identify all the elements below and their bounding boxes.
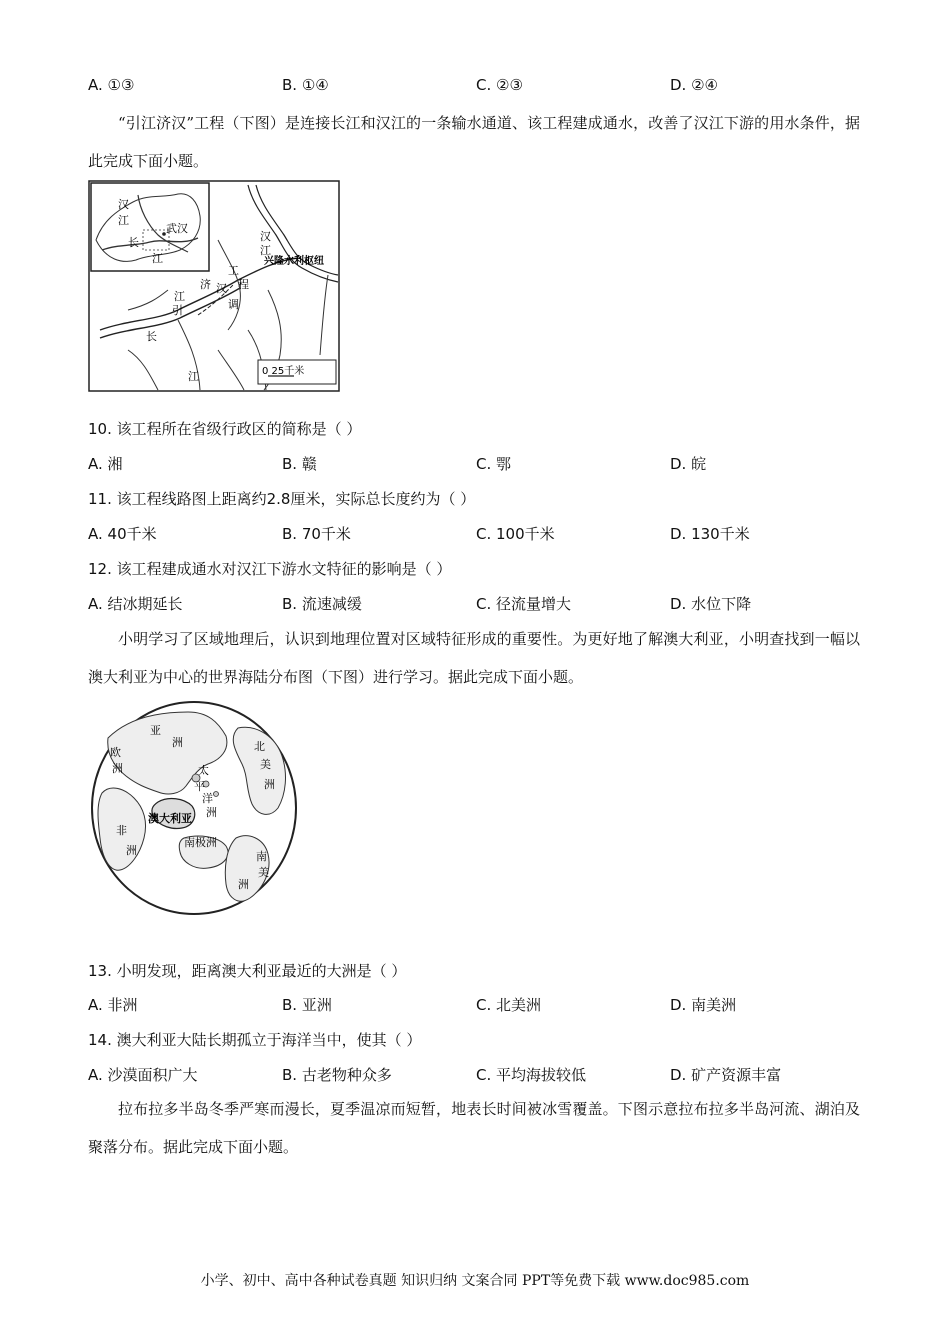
option-d[interactable]: D. 南美洲 — [670, 996, 737, 1014]
option-d[interactable]: D. 水位下降 — [670, 595, 752, 613]
map-label: 江 — [188, 370, 199, 383]
option-b[interactable]: B. ①④ — [282, 76, 329, 94]
inset-label: 江 — [152, 252, 163, 265]
option-a[interactable]: A. 结冰期延长 — [88, 595, 183, 613]
continent-label: 洲 — [238, 878, 249, 891]
map-label: 引 — [172, 304, 183, 317]
map-label: 汉 — [260, 230, 271, 243]
inset-label: 江 — [118, 214, 129, 227]
question-14: 14. 澳大利亚大陆长期孤立于海洋当中，使其（ ） — [88, 1031, 422, 1049]
intro-paragraph-3: 拉布拉多半岛冬季严寒而漫长，夏季温凉而短暂，地表长时间被冰雪覆盖。下图示意拉布拉多半岛河流、湖泊及聚落分布。据此完成下面小题。 — [88, 1100, 860, 1156]
inset-label: 汉 — [118, 198, 129, 211]
map-label: 程 — [238, 278, 249, 291]
option-c[interactable]: C. 径流量增大 — [476, 595, 572, 613]
ocean-label: 洲 — [206, 806, 217, 819]
xinglong-hub-label: 兴隆水利枢纽 — [264, 256, 324, 267]
option-a[interactable]: A. 沙漠面积广大 — [88, 1066, 198, 1084]
scale-bar-label: 0 25千米 — [262, 366, 305, 377]
continent-label: 洲 — [112, 762, 123, 775]
map-label: 长 — [146, 330, 157, 343]
continent-label: 美 — [260, 758, 271, 771]
option-a[interactable]: A. 湘 — [88, 455, 123, 473]
option-d[interactable]: D. 皖 — [670, 455, 707, 473]
option-b[interactable]: B. 70千米 — [282, 525, 351, 543]
map-label: 济 — [200, 278, 211, 291]
map-label: 江 — [174, 290, 185, 303]
continent-label: 非 — [116, 824, 127, 837]
ocean-label: 洋 — [202, 792, 213, 805]
page-footer: 小学、初中、高中各种试卷真题 知识归纳 文案合同 PPT等免费下载 www.doc985.com — [200, 1273, 750, 1289]
continent-label: 亚 — [150, 724, 161, 737]
continent-label: 北 — [254, 740, 265, 753]
intro-paragraph-1: “引江济汉”工程（下图）是连接长江和汉江的一条输水通道、该工程建成通水，改善了汉江下游的用水条件，据此完成下面小题。 — [88, 114, 860, 170]
australia-label: 澳大利亚 — [148, 812, 192, 825]
map-label: 调 — [228, 298, 239, 311]
map-label: 汉 — [216, 282, 227, 295]
continent-label: 南 — [256, 850, 267, 863]
world-land-sea-map — [88, 698, 300, 918]
q10-options — [88, 453, 888, 477]
question-12: 12. 该工程建成通水对汉江下游水文特征的影响是（ ） — [88, 560, 452, 578]
option-a[interactable]: A. ①③ — [88, 76, 135, 94]
intro-paragraph-2: 小明学习了区域地理后，认识到地理位置对区域特征形成的重要性。为更好地了解澳大利亚，小明查找到一幅以澳大利亚为中心的世界海陆分布图（下图）进行学习。据此完成下面小题。 — [88, 630, 860, 686]
option-a[interactable]: A. 非洲 — [88, 996, 138, 1014]
ocean-label: 平 — [194, 780, 205, 793]
continent-label: 洲 — [172, 736, 183, 749]
q14-options — [88, 1064, 888, 1088]
option-a[interactable]: A. 40千米 — [88, 525, 157, 543]
option-b[interactable]: B. 流速减缓 — [282, 595, 362, 613]
option-c[interactable]: C. ②③ — [476, 76, 523, 94]
q9-options — [88, 76, 888, 100]
question-11: 11. 该工程线路图上距离约2.8厘米，实际总长度约为（ ） — [88, 490, 476, 508]
inset-label: 长 — [128, 236, 139, 249]
option-d[interactable]: D. 130千米 — [670, 525, 750, 543]
continent-label: 美 — [258, 866, 269, 879]
option-c[interactable]: C. 鄂 — [476, 455, 512, 473]
option-b[interactable]: B. 赣 — [282, 455, 317, 473]
map-label: 江 — [260, 244, 271, 257]
option-c[interactable]: C. 平均海拔较低 — [476, 1066, 587, 1084]
inset-label: 武汉 — [166, 222, 188, 235]
q12-options — [88, 593, 888, 617]
continent-label: 洲 — [126, 844, 137, 857]
question-13: 13. 小明发现，距离澳大利亚最近的大洲是（ ） — [88, 962, 407, 980]
continent-label: 洲 — [264, 778, 275, 791]
q13-options — [88, 994, 888, 1018]
option-d[interactable]: D. ②④ — [670, 76, 718, 94]
map-label: 工 — [228, 264, 239, 277]
q11-options — [88, 523, 888, 547]
option-c[interactable]: C. 北美洲 — [476, 996, 542, 1014]
antarctica-label: 南极洲 — [184, 836, 217, 849]
option-b[interactable]: B. 古老物种众多 — [282, 1066, 392, 1084]
question-10: 10. 该工程所在省级行政区的简称是（ ） — [88, 420, 362, 438]
continent-label: 欧 — [110, 746, 121, 759]
option-b[interactable]: B. 亚洲 — [282, 996, 332, 1014]
option-c[interactable]: C. 100千米 — [476, 525, 555, 543]
ocean-label: 太 — [198, 764, 209, 777]
yinjiang-jihan-map — [88, 180, 340, 392]
option-d[interactable]: D. 矿产资源丰富 — [670, 1066, 782, 1084]
